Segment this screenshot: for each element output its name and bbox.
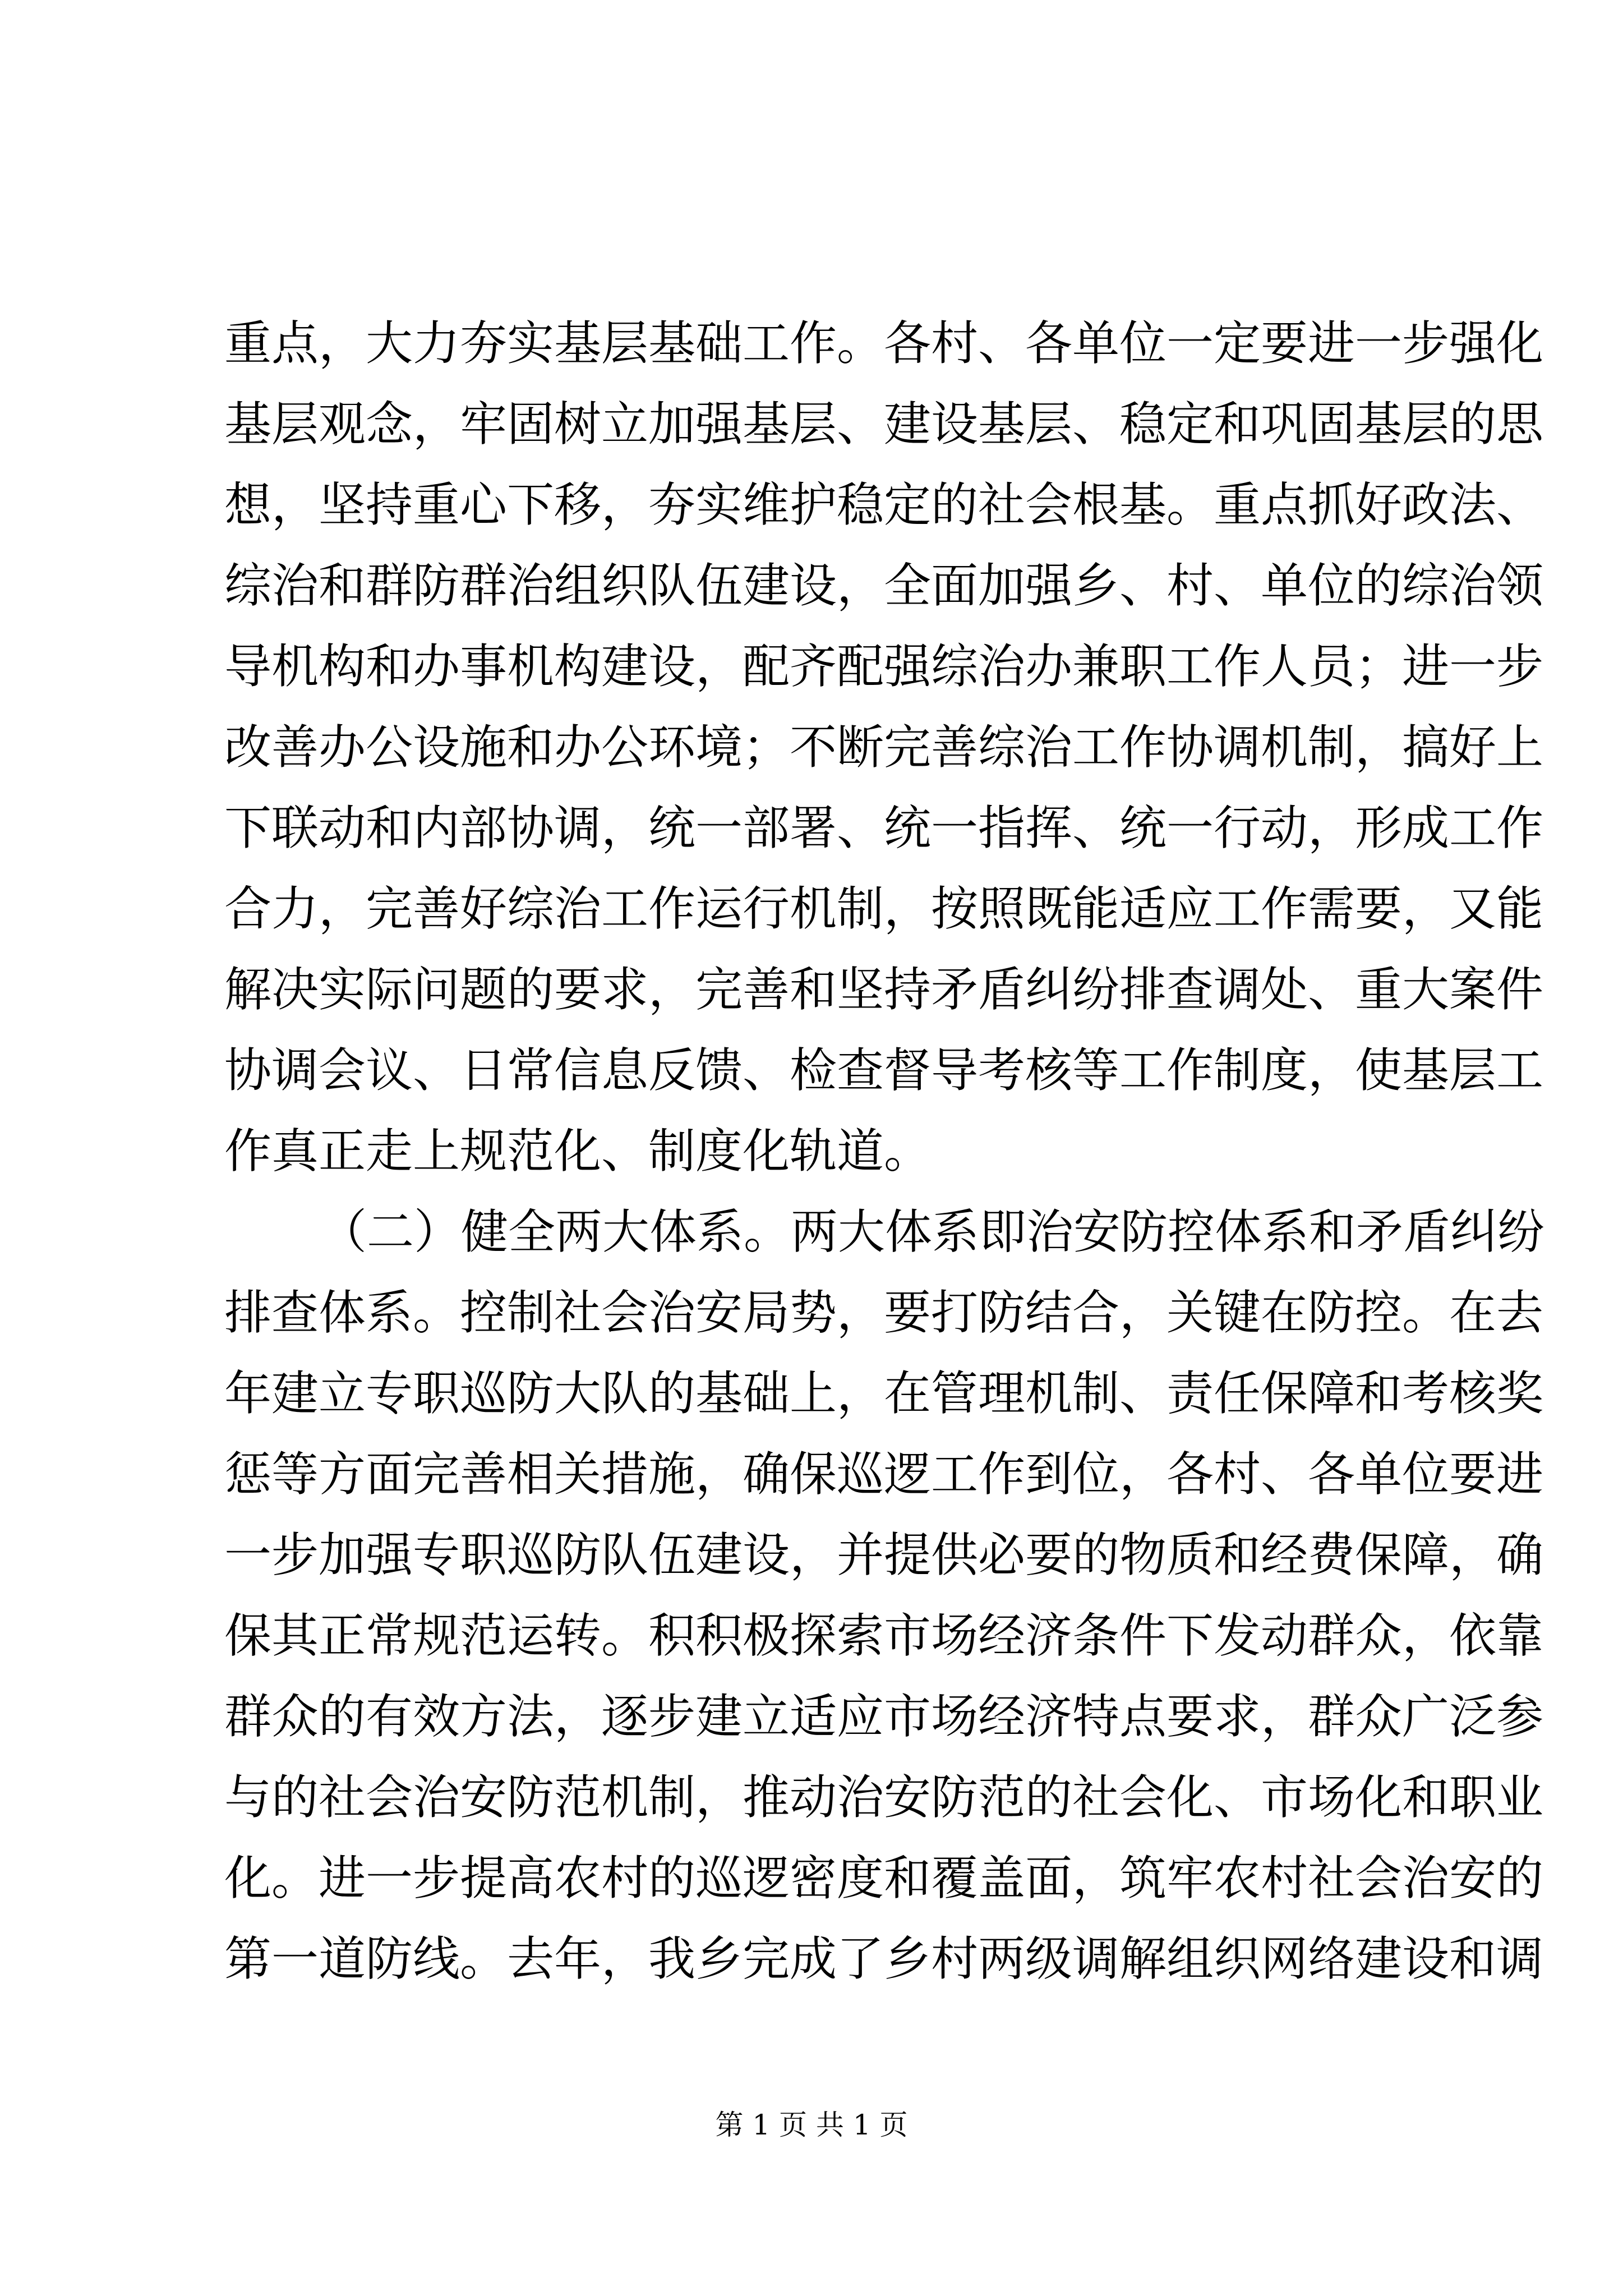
text-line: 一步加强专职巡防队伍建设，并提供必要的物质和经费保障，确 bbox=[224, 1527, 1544, 1582]
text-line: 下联动和内部协调，统一部署、统一指挥、统一行动，形成工作 bbox=[224, 800, 1544, 855]
text-line: 与的社会治安防范机制，推动治安防范的社会化、市场化和职业 bbox=[224, 1770, 1544, 1825]
text-line: 基层观念，牢固树立加强基层、建设基层、稳定和巩固基层的思 bbox=[224, 397, 1544, 452]
text-line: 第一道防线。去年，我乡完成了乡村两级调解组织网络建设和调 bbox=[224, 1931, 1544, 1986]
text-line: 解决实际问题的要求，完善和坚持矛盾纠纷排查调处、重大案件 bbox=[224, 962, 1544, 1017]
page-number: 第 1 页 共 1 页 bbox=[715, 2109, 908, 2141]
text-line: 协调会议、日常信息反馈、检查督导考核等工作制度，使基层工 bbox=[224, 1043, 1544, 1098]
section-heading-line: （二）健全两大体系。两大体系即治安防控体系和矛盾纠纷 bbox=[320, 1204, 1545, 1259]
text-line: 年建立专职巡防大队的基础上，在管理机制、责任保障和考核奖 bbox=[224, 1366, 1544, 1421]
body-text bbox=[224, 303, 1545, 1999]
text-line: 保其正常规范运转。积积极探索市场经济条件下发动群众，依靠 bbox=[224, 1608, 1544, 1663]
text-line: 群众的有效方法，逐步建立适应市场经济特点要求，群众广泛参 bbox=[224, 1689, 1544, 1744]
text-line: 化。进一步提高农村的巡逻密度和覆盖面，筑牢农村社会治安的 bbox=[224, 1851, 1544, 1906]
text-line-paragraph-end: 作真正走上规范化、制度化轨道。 bbox=[224, 1124, 932, 1179]
text-line: 导机构和办事机构建设，配齐配强综治办兼职工作人员；进一步 bbox=[224, 639, 1544, 694]
text-line: 惩等方面完善相关措施，确保巡逻工作到位，各村、各单位要进 bbox=[224, 1447, 1544, 1502]
page-footer bbox=[0, 2108, 1623, 2142]
text-line: 改善办公设施和办公环境；不断完善综治工作协调机制，搞好上 bbox=[224, 720, 1544, 775]
text-line: 综治和群防群治组织队伍建设，全面加强乡、村、单位的综治领 bbox=[224, 558, 1544, 613]
text-line: 重点，大力夯实基层基础工作。各村、各单位一定要进一步强化 bbox=[224, 316, 1544, 371]
text-line: 想，坚持重心下移，夯实维护稳定的社会根基。重点抓好政法、 bbox=[224, 477, 1544, 532]
text-line: 排查体系。控制社会治安局势，要打防结合，关键在防控。在去 bbox=[224, 1285, 1544, 1340]
text-line: 合力，完善好综治工作运行机制，按照既能适应工作需要，又能 bbox=[224, 881, 1544, 936]
